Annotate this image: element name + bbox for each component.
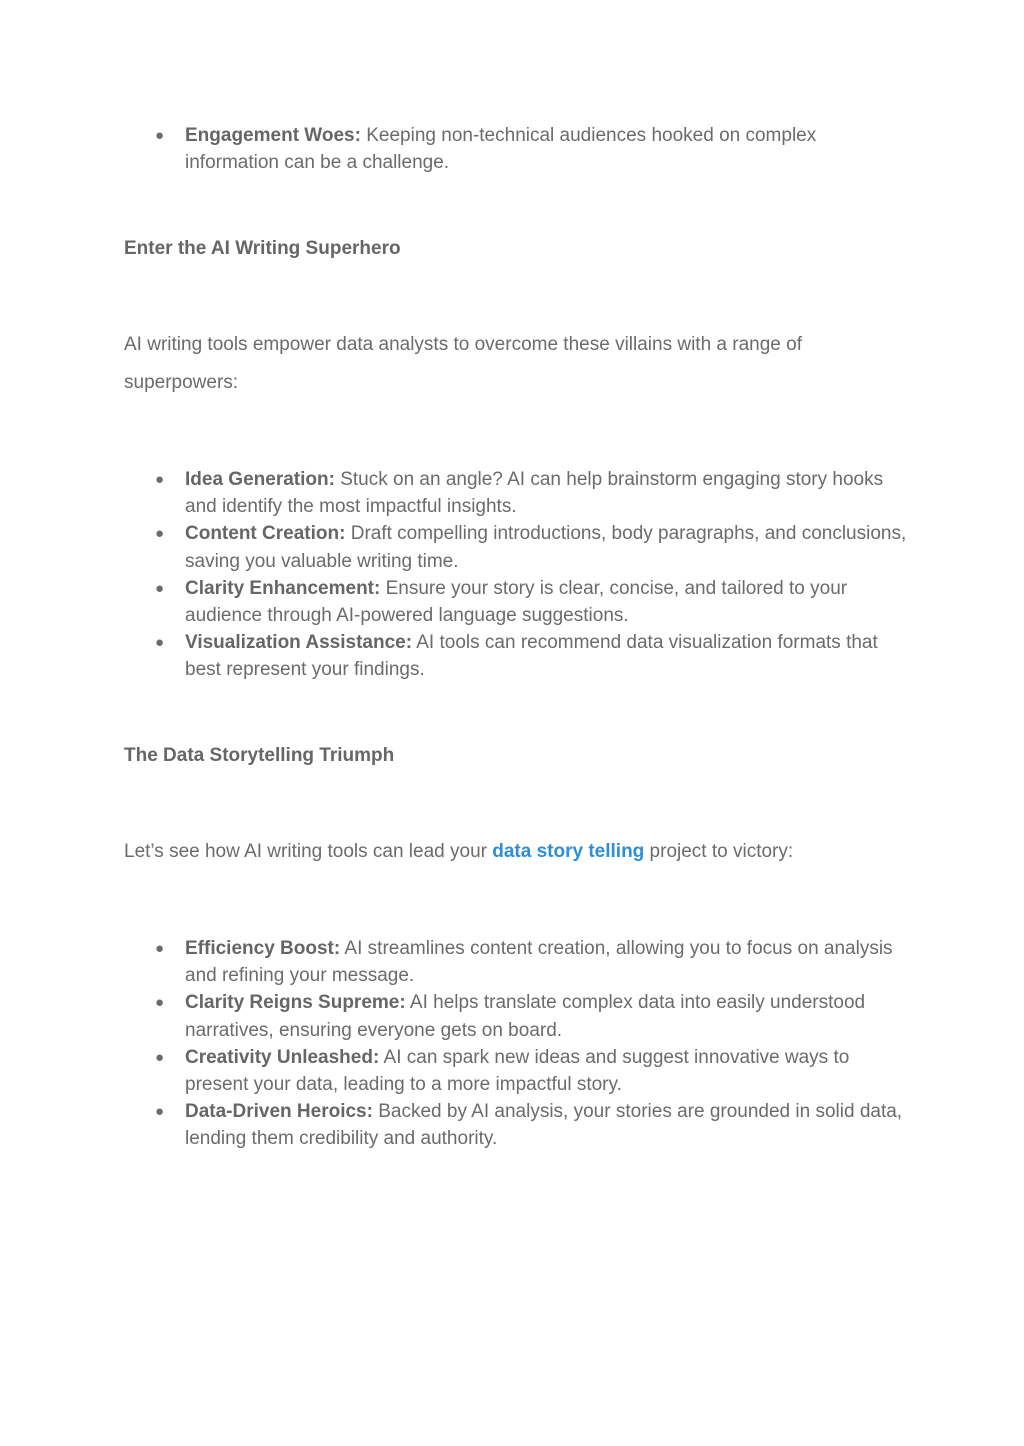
list-item-text: Backed by AI analysis, your stories are grounded in solid data, lending them credibility and authority. <box>185 1101 903 1150</box>
bullet-icon: ● <box>155 127 165 144</box>
bullet-icon: ● <box>155 1103 165 1121</box>
list-item <box>124 1098 914 1152</box>
list-item-text: AI streamlines content creation, allowing you to focus on analysis and refining your message. <box>185 938 893 987</box>
bullet-icon: ● <box>155 994 165 1012</box>
list-item-term: Engagement Woes: <box>185 125 361 146</box>
list-item-text: Stuck on an angle? AI can help brainstorm engaging story hooks and identify the most impactful insights. <box>185 469 884 518</box>
list-item-text: AI tools can recommend data visualization formats that best represent your findings. <box>185 632 878 681</box>
bullet-icon: ● <box>155 471 165 488</box>
list-item-term: Creativity Unleashed: <box>185 1046 380 1068</box>
list-item-term: Visualization Assistance: <box>185 632 413 654</box>
list-item <box>124 935 914 989</box>
list-item <box>124 466 914 520</box>
list-item-term: Content Creation: <box>185 523 346 545</box>
list-item <box>124 122 914 176</box>
list-item <box>124 575 914 629</box>
list-item-term: Data-Driven Heroics: <box>185 1101 373 1123</box>
list-item-text: Keeping non-technical audiences hooked on complex information can be a challenge. <box>185 125 817 174</box>
list-item <box>124 520 914 574</box>
data-storytelling-link[interactable]: data story telling <box>492 841 645 862</box>
list-item <box>124 629 914 683</box>
paragraph-text-after-link: project to victory: <box>644 841 794 862</box>
bullet-list-triumph <box>124 935 914 1153</box>
list-item-term: Efficiency Boost: <box>185 938 341 959</box>
bullet-list-challenges <box>124 122 914 176</box>
list-item-text: Ensure your story is clear, concise, and tailored to your audience through AI-powered language suggestions. <box>185 577 848 627</box>
bullet-list-superpowers <box>124 466 914 684</box>
section-paragraph-victory <box>124 833 904 871</box>
paragraph-text-before-link: Let’s see how AI writing tools can lead your <box>124 841 493 862</box>
section-heading-superhero: Enter the AI Writing Superhero <box>124 238 401 259</box>
section-paragraph-superpowers: AI writing tools empower data analysts to overcome these villains with a range of superpowers: <box>124 334 802 393</box>
bullet-icon: ● <box>155 525 165 543</box>
bullet-icon: ● <box>155 940 165 957</box>
bullet-icon: ● <box>155 1048 165 1066</box>
list-item-text: Draft compelling introductions, body paragraphs, and conclusions, saving you valuable writing time. <box>185 523 907 572</box>
bullet-icon: ● <box>155 634 165 652</box>
list-item <box>124 1044 914 1098</box>
bullet-icon: ● <box>155 579 165 597</box>
list-item-text: AI helps translate complex data into easily understood narratives, ensuring everyone gets on board. <box>185 992 866 1041</box>
list-item-text: AI can spark new ideas and suggest innovative ways to present your data, leading to a more impactful story. <box>185 1046 850 1096</box>
list-item <box>124 989 914 1043</box>
list-item-term: Clarity Enhancement: <box>185 577 381 599</box>
list-item-term: Idea Generation: <box>185 469 335 490</box>
section-heading-triumph: The Data Storytelling Triumph <box>124 745 395 766</box>
list-item-term: Clarity Reigns Supreme: <box>185 992 406 1014</box>
